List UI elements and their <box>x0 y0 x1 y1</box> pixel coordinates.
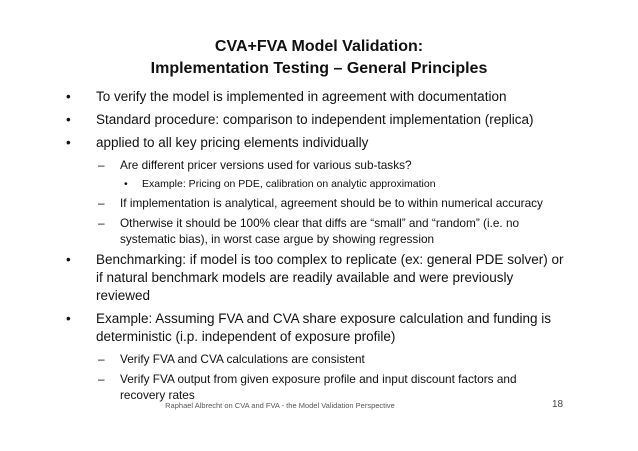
bullet-list <box>62 88 582 407</box>
bullet-text-line: To verify the model is implemented in agreement with documentation <box>96 89 507 104</box>
bullet-text-line: Verify FVA and CVA calculations are consistent <box>120 352 365 366</box>
bullet-marker: • <box>66 112 71 127</box>
dash-marker: – <box>98 372 105 386</box>
footer-text: Raphael Albrecht on CVA and FVA - the Model Validation Perspective <box>165 401 395 410</box>
bullet-text-line: Otherwise it should be 100% clear that diffs are “small” and “random” (i.e. no <box>120 216 520 230</box>
sub-bullet-item <box>62 195 582 211</box>
title-line-2: Implementation Testing – General Principles <box>150 60 488 77</box>
bullet-item <box>62 111 582 129</box>
dash-marker: – <box>98 216 105 230</box>
bullet-text-line: deterministic (i.p. independent of exposure profile) <box>96 329 396 344</box>
title-line-1: CVA+FVA Model Validation: <box>214 38 424 55</box>
bullet-text-line: reviewed <box>96 288 151 303</box>
bullet-item <box>62 310 582 346</box>
sub-bullet-item <box>62 215 582 247</box>
bullet-text-line: Benchmarking: if model is too complex to replicate (ex: general PDE solver) or <box>96 252 564 267</box>
sub-sub-bullet-item <box>62 177 582 191</box>
sub-bullet-item <box>62 371 582 403</box>
bullet-marker: • <box>66 135 71 150</box>
bullet-text-line: Verify FVA output from given exposure profile and input discount factors and <box>120 372 517 386</box>
bullet-item <box>62 88 582 106</box>
bullet-text-line: Are different pricer versions used for various sub-tasks? <box>120 158 412 172</box>
bullet-text-line: applied to all key pricing elements individually <box>96 135 369 150</box>
dash-marker: – <box>98 352 105 366</box>
slide-title <box>0 36 638 80</box>
dash-marker: – <box>98 158 105 172</box>
bullet-marker: • <box>66 311 71 326</box>
bullet-text-line: Example: Pricing on PDE, calibration on analytic approximation <box>142 178 436 190</box>
dash-marker: – <box>98 196 105 210</box>
sub-bullet-item <box>62 157 582 173</box>
bullet-text-line: If implementation is analytical, agreement should be to within numerical accuracy <box>120 196 543 210</box>
bullet-marker: • <box>66 89 71 104</box>
page-number: 18 <box>552 399 564 410</box>
bullet-marker: • <box>66 252 71 267</box>
bullet-item <box>62 134 582 152</box>
bullet-item <box>62 251 582 305</box>
bullet-text-line: systematic bias), in worst case argue by showing regression <box>120 232 435 246</box>
bullet-text-line: Standard procedure: comparison to independent implementation (replica) <box>96 112 534 127</box>
bullet-marker: • <box>124 178 128 190</box>
bullet-text-line: if natural benchmark models are readily available and were previously <box>96 270 514 285</box>
bullet-text-line: Example: Assuming FVA and CVA share exposure calculation and funding is <box>96 311 552 326</box>
bullet-text-line: recovery rates <box>120 388 195 402</box>
sub-bullet-item <box>62 351 582 367</box>
